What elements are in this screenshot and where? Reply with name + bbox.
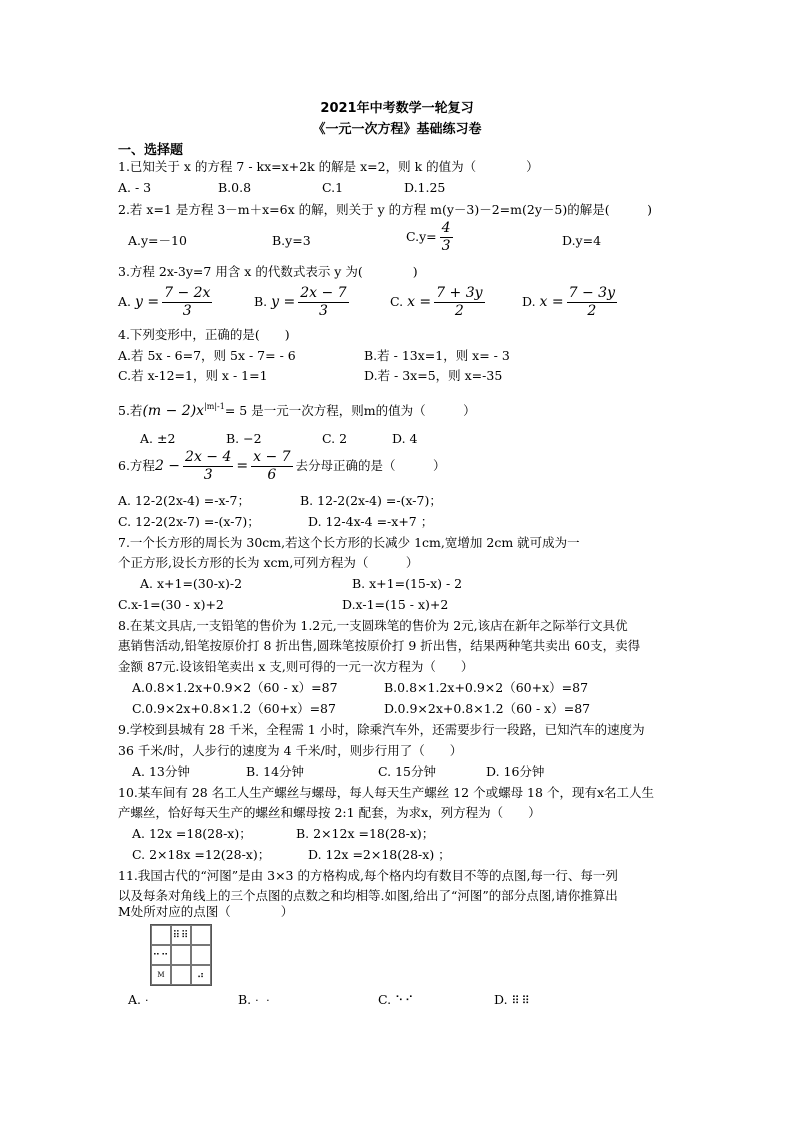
q10-option-b: B. 2×12x =18(28-x)； <box>296 826 435 841</box>
q11-option-b: B. · · <box>238 992 272 1007</box>
dot-pattern-icon: ⠿⠿ <box>172 929 190 941</box>
q1-option-c: C.1 <box>322 180 344 195</box>
q3-option-a: A. y = $\frac{7 - 2x}{3}$ <box>118 285 211 319</box>
five-dots-icon: ⠑⠊ <box>395 994 416 1007</box>
q10-stem-line1: 10.某车间有 28 名工人生产螺丝与螺母，每人每天生产螺丝 12 个或螺母 18 个，现有x名工人生 <box>118 785 654 800</box>
q7-option-d: D.x-1=(15 - x)+2 <box>342 597 449 612</box>
q1-stem: 1.已知关于 x 的方程 7 - kx=x+2k 的解是 x=2，则 k 的值为（ ） <box>118 159 539 174</box>
q6-option-a: A. 12-2(2x-4) =-x-7； <box>118 493 250 508</box>
q5-stem: 5.若$(m - 2)x^{|m|-1}= 5$ 是一元一次方程，则m的值为（ ） <box>118 402 476 419</box>
one-dot-icon: · <box>145 994 151 1007</box>
q4-option-c: C.若 x-12=1，则 x - 1=1 <box>118 368 268 383</box>
grid-cell <box>191 965 211 985</box>
q11-option-c: C. ⠑⠊ <box>378 992 416 1007</box>
q10-option-a: A. 12x =18(28-x)； <box>132 826 252 841</box>
q4-option-b: B.若 - 13x=1，则 x= - 3 <box>364 348 510 363</box>
grid-cell <box>171 965 191 985</box>
q8-stem-line3: 金额 87元.设该铅笔卖出 x 支,则可得的一元一次方程为（ ） <box>118 659 474 674</box>
q3-stem: 3.方程 2x-3y=7 用含 x 的代数式表示 y 为( ) <box>118 264 418 279</box>
grid-cell-m: M <box>151 965 171 985</box>
q7-stem-line1: 7.一个长方形的周长为 30cm,若这个长方形的长减少 1cm,宽增加 2cm 就可成为一 <box>118 535 580 550</box>
q9-stem-line2: 36 千米/时，人步行的速度为 4 千米/时，则步行用了（ ） <box>118 743 463 758</box>
dot-pattern-icon: ⠒⠒ <box>152 949 170 961</box>
q10-stem-line2: 产螺丝，恰好每天生产的螺丝和螺母按 2:1 配套，为求x，列方程为（ ） <box>118 805 541 820</box>
q5-option-d: D. 4 <box>392 431 418 446</box>
q4-stem: 4.下列变形中，正确的是( ) <box>118 327 290 342</box>
q11-stem-line3: M处所对应的点图（ ） <box>118 904 294 919</box>
q1-option-d: D.1.25 <box>404 180 446 195</box>
q9-stem-line1: 9.学校到县城有 28 千米，全程需 1 小时，除乘汽车外，还需要步行一段路，已知汽车的速度为 <box>118 722 645 737</box>
q6-option-c: C. 12-2(2x-7) =-(x-7)； <box>118 514 260 529</box>
grid-cell <box>151 945 171 965</box>
grid-cell <box>151 925 171 945</box>
q3-option-c: C. x = $\frac{7 + 3y}{2}$ <box>390 285 483 319</box>
exam-subtitle: 《一元一次方程》基础练习卷 <box>312 122 482 137</box>
q11-option-a: A. · <box>128 992 151 1007</box>
q8-option-a: A.0.8×1.2x+0.9×2（60 - x）=87 <box>132 680 338 695</box>
q7-option-c: C.x-1=(30 - x)+2 <box>118 597 224 612</box>
grid-cell <box>171 925 191 945</box>
many-dots-icon: ⠿⠿ <box>511 994 532 1007</box>
q9-option-d: D. 16分钟 <box>486 764 545 779</box>
hetu-grid-figure <box>150 924 212 986</box>
q3-option-d: D. x = $\frac{7 - 3y}{2}$ <box>522 285 615 319</box>
fraction: $\frac{4}{3}$ <box>441 220 451 254</box>
exam-title: 2021年中考数学一轮复习 <box>320 101 474 116</box>
q4-option-a: A.若 5x - 6=7，则 5x - 7= - 6 <box>118 348 296 363</box>
q11-stem-line2: 以及每条对角线上的三个点图的点数之和均相等.如图,给出了“河图”的部分点图,请你推算出 <box>118 888 618 903</box>
q2-option-a: A.y=－10 <box>128 233 187 248</box>
q2-stem: 2.若 x=1 是方程 3－m＋x=6x 的解，则关于 y 的方程 m(y－3)－2=m(2y－5)的解是( ) <box>118 202 652 217</box>
q8-option-d: D.0.9×2x+0.8×1.2（60 - x）=87 <box>384 701 591 716</box>
q8-stem-line2: 惠销售活动,铅笔按原价打 8 折出售,圆珠笔按原价打 9 折出售，结果两种笔共卖出 60支，卖得 <box>118 638 641 653</box>
section-heading: 一、选择题 <box>118 143 184 158</box>
q8-option-c: C.0.9×2x+0.8×1.2（60+x）=87 <box>132 701 336 716</box>
grid-cell <box>171 945 191 965</box>
q8-option-b: B.0.8×1.2x+0.9×2（60+x）=87 <box>384 680 589 695</box>
q6-stem: 6.方程2 − $\frac{2x - 4}{3}$ = $\frac{x - 7}{6}$ 去分母正确的是（ ） <box>118 449 446 483</box>
grid-cell <box>191 925 211 945</box>
q4-option-d: D.若 - 3x=5，则 x=-35 <box>364 368 503 383</box>
two-dots-icon: · · <box>255 994 272 1007</box>
q9-option-c: C. 15分钟 <box>378 764 436 779</box>
q2-option-c: C.y= $\frac{4}{3}$ <box>406 220 451 254</box>
q5-option-a: A. ±2 <box>140 431 176 446</box>
q7-stem-line2: 个正方形,设长方形的长为 xcm,可列方程为（ ） <box>118 555 419 570</box>
q2-option-b: B.y=3 <box>272 233 311 248</box>
q9-option-a: A. 13分钟 <box>132 764 190 779</box>
q6-option-b: B. 12-2(2x-4) =-(x-7)； <box>300 493 442 508</box>
dot-pattern-icon: ⠴ <box>196 969 206 981</box>
q5-option-c: C. 2 <box>322 431 348 446</box>
q1-option-b: B.0.8 <box>218 180 252 195</box>
q7-option-b: B. x+1=(15-x) - 2 <box>352 576 463 591</box>
q11-stem-line1: 11.我国古代的“河图”是由 3×3 的方格构成,每个格内均有数目不等的点图,每一行、每一列 <box>118 868 618 883</box>
q9-option-b: B. 14分钟 <box>246 764 305 779</box>
q7-option-a: A. x+1=(30-x)-2 <box>140 576 243 591</box>
q10-option-c: C. 2×18x =12(28-x)； <box>132 847 271 862</box>
q3-option-b: B. y = $\frac{2x - 7}{3}$ <box>254 285 347 319</box>
q1-option-a: A. - 3 <box>118 180 152 195</box>
q5-option-b: B. −2 <box>226 431 262 446</box>
q10-option-d: D. 12x =2×18(28-x) ； <box>308 847 451 862</box>
q2-option-d: D.y=4 <box>562 233 602 248</box>
q11-option-d: D. ⠿⠿ <box>494 992 532 1007</box>
q8-stem-line1: 8.在某文具店,一支铅笔的售价为 1.2元,一支圆珠笔的售价为 2元,该店在新年之际举行文具优 <box>118 618 628 633</box>
grid-cell <box>191 945 211 965</box>
q6-option-d: D. 12-4x-4 =-x+7 ； <box>308 514 434 529</box>
